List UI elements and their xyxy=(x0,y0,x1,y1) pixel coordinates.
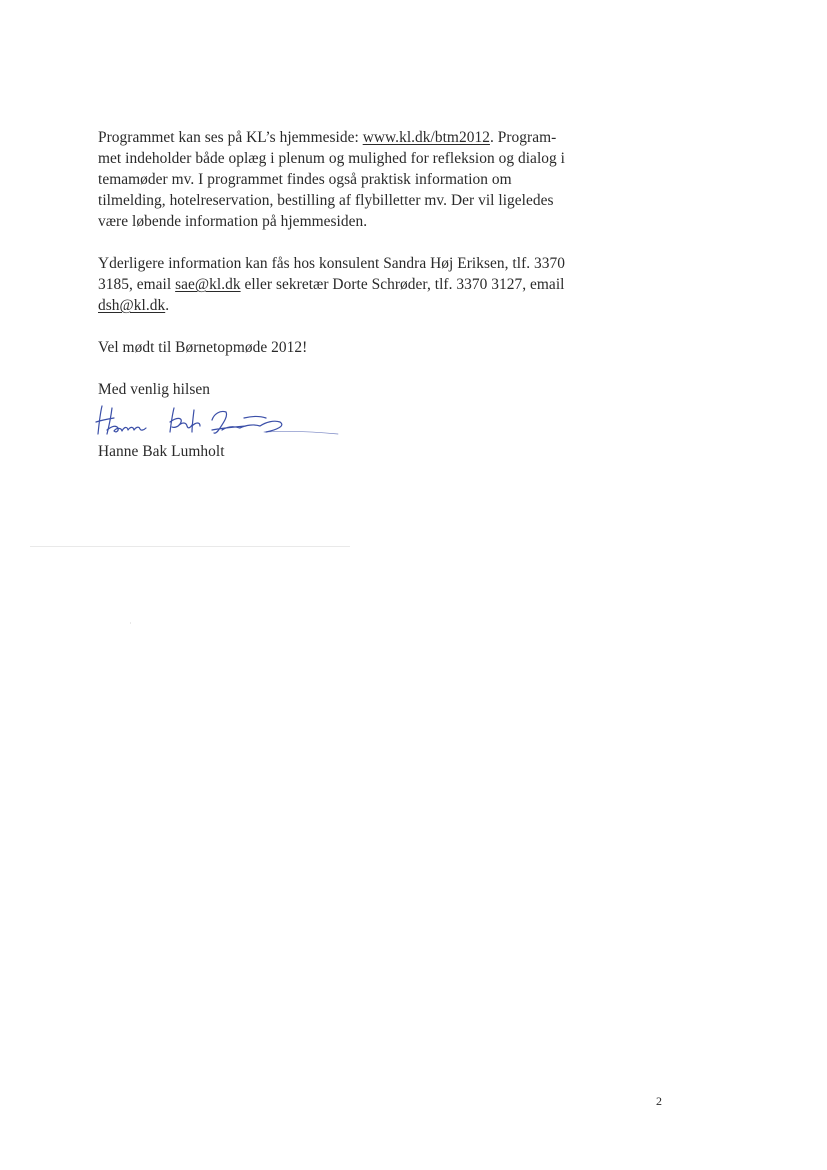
text-segment: Programmet kan ses på KL’s hjemmeside: xyxy=(98,129,363,146)
paragraph-line: være løbende information på hjemmesiden. xyxy=(98,213,368,230)
page-number: 2 xyxy=(656,1094,662,1108)
text-segment: 3185, email xyxy=(98,276,176,293)
text-segment: . xyxy=(165,297,170,314)
signer-name xyxy=(98,441,618,462)
paragraph-line: temamøder mv. I programmet findes også praktisk information om xyxy=(98,171,512,188)
closing-text: Med venlig hilsen xyxy=(98,381,210,398)
paragraph-program-info xyxy=(98,127,618,232)
scan-artifact xyxy=(130,622,131,624)
paragraph-line xyxy=(98,295,618,316)
email-link-sae[interactable]: sae@kl.dk xyxy=(175,276,241,293)
text-segment: . Program- xyxy=(489,129,557,146)
paragraph-line xyxy=(98,274,618,295)
email-link-dsh[interactable]: dsh@kl.dk xyxy=(98,297,166,314)
scan-artifact xyxy=(30,546,350,547)
paragraph-welcome xyxy=(98,337,618,358)
paragraph-line xyxy=(98,127,618,148)
program-link[interactable]: www.kl.dk/btm2012 xyxy=(362,129,490,146)
welcome-text: Vel mødt til Børnetopmøde 2012! xyxy=(98,339,308,356)
paragraph-line: met indeholder både oplæg i plenum og mulighed for refleksion og dialog i xyxy=(98,150,565,167)
signer-name-text: Hanne Bak Lumholt xyxy=(98,443,225,460)
handwritten-signature xyxy=(94,400,344,446)
paragraph-line: tilmelding, hotelreservation, bestilling af flybilletter mv. Der vil ligeledes xyxy=(98,192,554,209)
closing-salutation xyxy=(98,379,618,400)
paragraph-line: Yderligere information kan fås hos konsulent Sandra Høj Eriksen, tlf. 3370 xyxy=(98,255,566,272)
paragraph-contact-info xyxy=(98,253,618,316)
text-segment: eller sekretær Dorte Schrøder, tlf. 3370 3127, email xyxy=(240,276,565,293)
